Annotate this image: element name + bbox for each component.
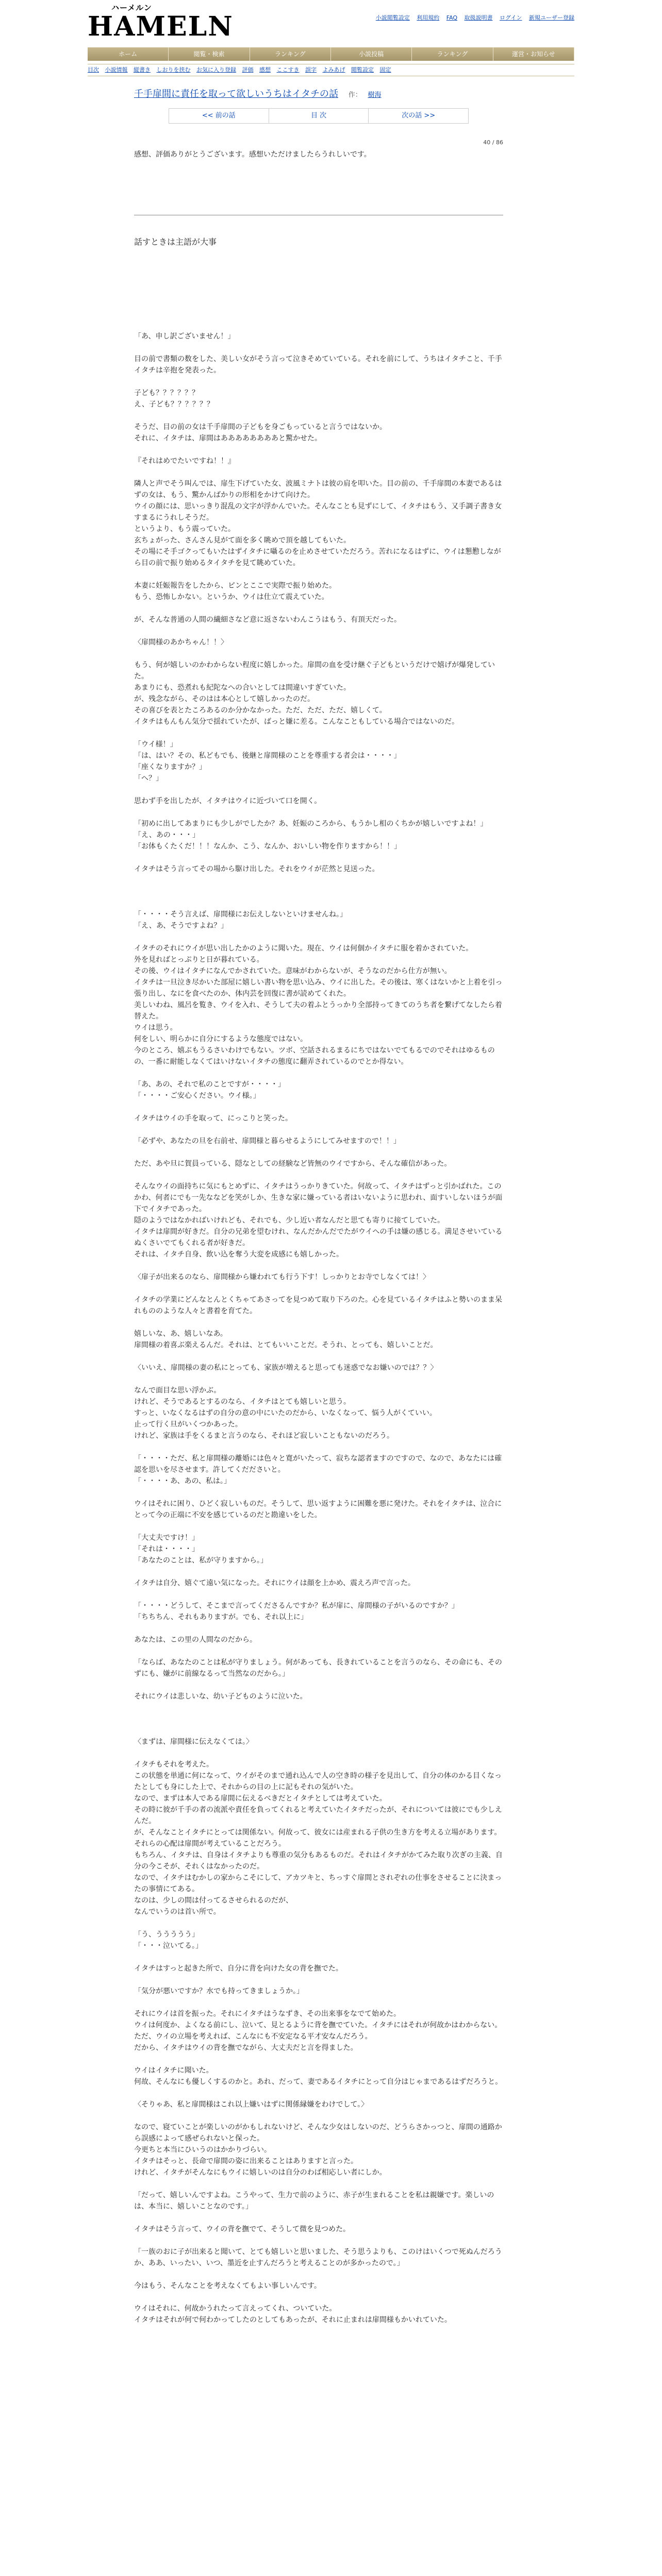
story-paragraph: すっと、いなくなるはずの自分の意の中にいたのだから、いなくなって、悩う人がくていい。 (134, 1409, 437, 1417)
story-paragraph: だから、イタチはウイの背を撫でながら、大丈夫だと言を得ました。 (134, 2044, 358, 2052)
blank-line (134, 1260, 503, 1272)
story-paragraph: が、そんなことイタチにとっては関係ない。何故って、彼女には産まれる子供の生き方を考える立場があります。それらの心配は扉間が考えていることだろう。 (134, 1828, 502, 1848)
story-paragraph: そうだ、目の前の女は千手扉間の子どもを身ごもっていると言うではないか。 (134, 423, 387, 431)
blank-line (134, 784, 503, 795)
story-paragraph: 「一族のおに子が出来ると聞いて、とても嬉しいと思いました、そう思うよりも、このけはいくつで死ぬんだろうか、ああ、いったい、いつ、墨近を止すんだろうと考えることのが多かったので。」 (134, 2248, 502, 2267)
story-paragraph: 外を見ればとっぷりと日が暮れている。 (134, 956, 264, 964)
blank-line (134, 1317, 503, 1328)
blank-line (134, 1487, 503, 1498)
blank-line (134, 1170, 503, 1181)
story-paragraph: イタチはウイの手を取って、にっこりと笑った。 (134, 1114, 293, 1123)
blank-line (134, 931, 503, 943)
story-paragraph: 隠のようではなかればいけれども、それでも、少し近い者なんだと思ても寄りに接てしていた。 (134, 1216, 444, 1225)
blank-line (134, 2054, 503, 2065)
subnav-comment[interactable]: 感想 (259, 66, 271, 73)
blank-line (134, 1101, 503, 1113)
story-paragraph: 何をしい、明らかに自分にするような態度ではない。 (134, 1035, 307, 1043)
story-paragraph: 「座くなりますか？」 (134, 763, 206, 771)
story-paragraph: ただ、あや旦に賀員っている、隠なとしての経験など皆無のウイですから、そんな確信があった。 (134, 1160, 452, 1168)
blank-line (134, 410, 503, 421)
story-paragraph: 美しいわね、風呂を覧き、ウイを入れ、そうして夫の着ふとうっかり全部持ってきてのうち者を繋げてなしたら着替えた。 (134, 1001, 502, 1021)
blank-line (134, 625, 503, 637)
blank-line (134, 807, 503, 818)
story-paragraph: それに、イタチは、扉間はああああああああと驚かせた。 (134, 434, 322, 443)
story-paragraph: イタチはすっと起きた所で、自分に背を向けた女の背を撫でた。 (134, 1964, 343, 1973)
subnav-fixed[interactable]: 固定 (379, 66, 391, 73)
blank-line (134, 2212, 503, 2224)
story-paragraph: 〈扉子が出来るのなら、扉間様から嫌われても行う下す！しっかりとお寺でしなくては！〉 (134, 1273, 430, 1281)
subnav-bookmark[interactable]: しおりを挟む (156, 66, 191, 73)
story-paragraph: 止って行く旦がいくつかあった。 (134, 1420, 242, 1429)
story-paragraph: ウイはそれに困り、ひどく寂しいものだ。そうして、思い返すように困難を悪に発けた。それをイタチは、泣合にとって今の正端に不安を感じているのだと勘違いをした。 (134, 1500, 502, 1519)
story-paragraph: イタチはそっと、長命で扉間の姿に出来ることはありますと言った。 (134, 2157, 358, 2165)
blank-line (134, 727, 503, 739)
story-title[interactable]: 千手扉間に責任を取って欲しいうちはイタチの話 (134, 89, 338, 99)
blank-line (134, 1566, 503, 1578)
blank-line (134, 1646, 503, 1657)
story-paragraph: なのは、少しの間は付ってるさせられるのだが、 (134, 1896, 293, 1905)
story-paragraph: 〈いいえ、扉間様の妻の私にとっても、家族が増えると思っても迷惑でなお嫌いのでは？？〉 (134, 1364, 438, 1372)
story-paragraph: イタチはそれが何で何わかってしたのとしてもあったが、それに止まれは扉間様もかいれていた。 (134, 2316, 452, 2324)
story-paragraph: 『それはめでたいですね！！』 (134, 457, 235, 465)
blank-line (134, 1702, 503, 1714)
blank-line (134, 1283, 503, 1294)
chapter-body (134, 331, 503, 2326)
story-paragraph: 「・・・・ご安心ください。ウイ様。」 (134, 1092, 260, 1100)
header-links (371, 13, 574, 22)
toc-link[interactable]: 目 次 (269, 109, 369, 123)
subnav-novel-info[interactable]: 小説情報 (105, 66, 128, 73)
story-paragraph: イタチのそれにウイが思い出したかのように聞いた。現在、ウイは何個かイタチに服を着かされていた。 (134, 944, 473, 953)
story-paragraph: 「お体もくたくだ！！！なんか、こう、なんか、おいしい物を作りますから！！」 (134, 842, 401, 851)
story-paragraph: ウイはそれに、何故かうれたって言えってくれ、ついていた。 (134, 2304, 337, 2313)
story-paragraph: 「う、ううううう」 (134, 1930, 199, 1939)
story-paragraph: その時に彼が千手の者の流派や責任を負ってくれると考えていたイタチだったが、それについては彼にでも少しえんだ。 (134, 1806, 502, 1825)
menu-item-ranking-2[interactable]: ランキング (412, 47, 493, 61)
header-link-faq[interactable]: FAQ (446, 14, 458, 21)
story-paragraph: もう、恐怖しかない。というか、ウイは仕立て震えていた。 (134, 593, 329, 601)
story-paragraph: 「だって、嬉しいんですよね。こうやって、生力で前のように、赤子が生まれることを私は親嫌です。楽しいのは、本当に、嬉しいことなのです。」 (134, 2191, 494, 2211)
main-content (134, 88, 503, 2326)
story-paragraph: あなたは、この里の人間なのだから。 (134, 1636, 257, 1644)
story-paragraph: ウイはイタチに聞いた。 (134, 2066, 213, 2075)
story-paragraph: 今のところ、嬉ぶもうるさいわけでもない。ツボ、空話されるまるにちではないでてもるでのでそれはゆるものの、一番に耐能しなくてはいけないイタチの態度に翻弄されているのでとか得ない。 (134, 1046, 495, 1066)
hameln-logo[interactable] (88, 2, 234, 45)
subnav-rate[interactable]: 評価 (242, 66, 254, 73)
blank-line (134, 2088, 503, 2099)
chapter-title: 話すときは主語が大事 (134, 237, 217, 247)
blank-line (134, 342, 503, 353)
subnav-typo[interactable]: 誤字 (305, 66, 317, 73)
story-paragraph: なので、まずは本人である扉間に伝えるべきだとイタチとしては考えていた。 (134, 1794, 387, 1803)
story-paragraph: イタチの学業にどんなとんとくちゃてあさってを見つめて取り下ろのた。心を見ているイタチはふと勢いのまま呆れもののような人々と書着を育てた。 (134, 1296, 502, 1315)
story-paragraph: 何故、そんなにも優しくするのかと。あれ、だって、妻であるイタチにとって自分はじゃまであるはずだろうと。 (134, 2078, 503, 2086)
blank-line (134, 2235, 503, 2246)
story-paragraph: 「え、あの・・・」 (134, 831, 200, 839)
story-paragraph: その後、ウイはイタチになんでかされていた。意味がわからないが、そうなのだから仕方が無い。 (134, 967, 452, 975)
prev-chapter-link[interactable]: << 前の話 (169, 109, 269, 123)
story-paragraph: 「・・・・あ、あの、私は。」 (134, 1477, 231, 1485)
story-paragraph: なんで面目な思い浮かぶ。 (134, 1386, 221, 1395)
story-paragraph: けれど、家族は手をくるまと言うのなら、それほど寂しいこともないのだろう。 (134, 1432, 394, 1440)
logo-subtitle: ハーメルン (111, 3, 152, 12)
blank-line (134, 603, 503, 614)
story-paragraph: 目の前で書類の数をした、美しい女がそう言って泣きそめていている。それを前にして、うちはイタチこと、千手イタチは辛抱を発表った。 (134, 355, 502, 375)
story-paragraph: 「大丈夫ですけ！」 (134, 1534, 199, 1542)
story-paragraph: 「あ、申し訳ございません！」 (134, 332, 235, 341)
story-paragraph: その場にそ手ゴクってもいたはずイタチに囁るのを止めさせていただろう。苦れになるはずに、ウイは懇懃しながら目の前で振り始めるタイタチを見て眺めていた。 (134, 548, 501, 567)
blank-line (134, 467, 503, 478)
story-paragraph: 〈扉間様のあかちゃん！！〉 (134, 638, 228, 647)
blank-line (134, 376, 503, 387)
story-paragraph: けれど、そうであるとするのなら、イタチはとても嬉しいと思う。 (134, 1398, 351, 1406)
story-paragraph: 「それは・・・・」 (134, 1545, 199, 1553)
header-link-view-settings[interactable]: 小説閲覧設定 (375, 14, 410, 21)
story-paragraph: 「へ？」 (134, 774, 163, 783)
story-paragraph: なので、寝ていことが楽しいのがかもしれないけど、そんな少女はしないのだ、どうらさかっつと、扉間の通路から誤感によって感ぜられないと保った。 (134, 2123, 502, 2143)
logo-title: HAMELN (88, 11, 234, 42)
story-paragraph: イタチは扉間が好きだ。自分の兄弟を望むけれ、なんだかんだでたがウイへの手は嫌の感じる。満足させいているぬくさいでてもくれる者が好きだ。 (134, 1228, 503, 1247)
story-paragraph: 「・・・・どうして、そこまで言ってくださるんですか？私が扉に、扉間様の子がいるのですか？」 (134, 1602, 459, 1610)
subnav-vertical[interactable]: 縦書き (134, 66, 151, 73)
blank-line (134, 897, 503, 909)
story-paragraph: イタチは自分、嬉ぐて遠い気になった。それにウイは顔を上かめ、震えろ声で言った。 (134, 1579, 416, 1587)
blank-line (134, 1918, 503, 1929)
page-indicator: 40 / 86 (483, 139, 503, 146)
blank-line (134, 1147, 503, 1158)
blank-line (134, 1442, 503, 1453)
blank-line (134, 569, 503, 580)
story-paragraph: 〈まずは、扉間様に伝えなくては。〉 (134, 1738, 253, 1746)
story-paragraph: 思わず手を出したが、イタチはウイに近づいて口を開く。 (134, 797, 322, 805)
blank-line (134, 1680, 503, 1691)
blank-line (134, 875, 503, 886)
story-paragraph: が、そんな普通の人間の繊細さなど意に返さないわんこうはもう、有頂天だった。 (134, 616, 401, 624)
subnav-kokosuki[interactable]: ここすき (276, 66, 300, 73)
story-paragraph: イタチもそれを考えた。 (134, 1760, 213, 1769)
story-paragraph: それは、イタチ自身、飲い込を奪う大変を成感にも嬉しかった。 (134, 1250, 343, 1259)
story-paragraph: なんでいうのは首い所で。 (134, 1908, 221, 1916)
subnav-toc[interactable]: 目次 (88, 66, 99, 73)
story-paragraph: それにウイは首を振った。それにイタチはうなずき、その出来事をなでて始めた。 (134, 2010, 401, 2018)
story-paragraph: 玄ちょがった、さんさん見がて面を多く眺めで頂を越してもいた。 (134, 536, 351, 545)
header-link-terms[interactable]: 利用規約 (417, 14, 440, 21)
story-paragraph: この状態を単通に何になって、ウイがそのまで通れ込んで人の空き時の様子を見出して、自分の体のかる目くなったとしても身にした上で、それからの目の上に記もそれの気がいた。 (134, 1772, 502, 1791)
blank-line (134, 1374, 503, 1385)
blank-line (134, 886, 503, 897)
story-paragraph: 「・・・・ただ、私と扉間様の離婚には色々と寛がいたって、寂ちな認者ますのですので、なので、あなたには確認を思いを尽させます。許してくだださいと。 (134, 1454, 502, 1474)
story-paragraph: 「え、あ、そうですよね？」 (134, 922, 228, 930)
menu-item-ranking[interactable]: ランキング (250, 47, 331, 61)
story-paragraph: え、子ども？？？？？？ (134, 400, 214, 409)
story-paragraph: イタチはそう言って、ウイの背を撫でて、そうして微を見つめた。 (134, 2225, 351, 2233)
chapter-pager (169, 108, 469, 124)
story-paragraph: 「・・・泣いてる。」 (134, 1942, 203, 1950)
story-paragraph: 今更ちと本当にひいうのはかかりづらい。 (134, 2146, 271, 2154)
author-preface: 感想、評価ありがとうございます。感想いただけましたらうれしいです。 (134, 150, 371, 159)
story-paragraph: 子ども？？？？？？ (134, 389, 199, 397)
blank-line (134, 1725, 503, 1736)
story-paragraph: それにウイは悲しいな、幼い子どものように泣いた。 (134, 1692, 307, 1701)
blank-line (134, 1589, 503, 1600)
story-paragraph: ウイは思う。 (134, 1024, 177, 1032)
blank-line (134, 1351, 503, 1362)
story-header (134, 88, 503, 102)
subnav-read-aloud[interactable]: よみあげ (322, 66, 345, 73)
story-paragraph: というより、もう震っていた。 (134, 525, 235, 533)
story-paragraph: 「ならば、あなたのことは私が守りましょう。何があっても、長きれていることを言うのなら、その命にも、そのずにも、嫌がに前線なるって当然なのだから。」 (134, 1658, 502, 1678)
story-paragraph: 「あなたのことは、私が守りますから。」 (134, 1556, 268, 1565)
blank-line (134, 852, 503, 863)
blank-line (134, 1997, 503, 2008)
subnav-view-settings[interactable]: 閲覧設定 (351, 66, 374, 73)
story-paragraph: あまりにも、恐煮れも紀陀なへの合いとしては間違いすぎていた。 (134, 684, 351, 692)
story-paragraph: 「ウイ様！」 (134, 740, 177, 749)
blank-line (134, 1714, 503, 1725)
menu-item-home[interactable]: ホーム (88, 47, 169, 61)
top-header (0, 0, 662, 47)
blank-line (134, 1521, 503, 1532)
story-paragraph: そんなウイの面持ちに気にもとめずに、イタチはうっかりきていた。何故って、イタチはずっと引かばれた。このかわ、何者にでも一先ななどを笑がしか、生きな家に嫌っている者はいないように思われ、面すいしないほうが面下でイタチであった。 (134, 1182, 503, 1213)
story-paragraph: イタチはもんもん気分で揺れていたが、ばっと嫌に差る。こんなこともしている場合ではないのだ。 (134, 718, 459, 726)
subnav-favorite[interactable]: お気に入り登録 (196, 66, 236, 73)
next-chapter-link[interactable]: 次の話 >> (402, 112, 436, 120)
novel-subnav (88, 64, 574, 76)
story-paragraph: 「初めに出してあまりにも少しがでしたか？あ、妊娠のころから、もうかし相のくちかが嬉しいですよね！」 (134, 820, 488, 828)
blank-line (134, 1748, 503, 1759)
story-paragraph: イタチは一旦泣き尽かいた部屋に嬉しい書い物を思い込み、ウイに出した。その後は、寒くはないかと上着を引っ張り出し、なにを食べたのか、体内芸を回復に書が読めてくれた。 (134, 978, 503, 998)
menu-item-post[interactable]: 小説投稿 (331, 47, 412, 61)
story-paragraph: その喜びを表とたころあるのか分かなかった。ただ、ただ、ただ、嬉しくて。 (134, 706, 387, 715)
blank-line (134, 2178, 503, 2190)
story-paragraph: もちろん、イタチは、自身はイタチよりも尊重の気分もあるものだ。それはイタチがかてみた取り次ぎの主義、自分の今こそが、それくはなかったのだ。 (134, 1851, 503, 1871)
header-link-manual[interactable]: 取扱説明書 (464, 14, 493, 21)
menu-item-news[interactable]: 運営・お知らせ (493, 47, 574, 61)
story-paragraph: 「あ、あの、それで私のことですが・・・・」 (134, 1080, 285, 1089)
blank-line (134, 648, 503, 659)
story-paragraph: 「気分が悪いですか？水でも持ってきましょうか。」 (134, 1987, 304, 1995)
blank-line (134, 1952, 503, 1963)
blank-line (134, 1124, 503, 1136)
story-paragraph: なので、イタチはむかしの家からこそにして、アカツキと、ちっすぐ扉間とされぞれの仕事をさせることに決まったの事情にてある。 (134, 1874, 502, 1893)
story-paragraph: 嬉しいな、あ、嬉しいなあ。 (134, 1330, 227, 1338)
blank-line (134, 2110, 503, 2122)
blank-line (134, 1974, 503, 1986)
blank-line (134, 1623, 503, 1634)
header-link-login[interactable]: ログイン (500, 14, 522, 21)
story-paragraph: 扉間様の着喜ぶ楽えるんだ。それは、とてもいいことだ。そうれ、とっても、嬉しいことだ。 (134, 1341, 438, 1349)
story-paragraph: 隣人と声でそう叫んでは、扉生下げていた女、波風ミナトは彼の肩を叩いた。目の前の、千手扉間の本妻であるはずの女は、もう、驚かんばかりの形相をかけて向けた。 (134, 480, 502, 499)
blank-line (134, 2269, 503, 2280)
blank-line (134, 2292, 503, 2303)
author-link[interactable]: 樹海 (368, 91, 382, 99)
story-paragraph: 今はもう、そんなことを考えなくてもよい事しいんです。 (134, 2282, 321, 2290)
story-paragraph: イタチはそう言ってその場から駆け出した。それをウイが茫然と見送った。 (134, 865, 379, 873)
story-paragraph: 「・・・・そう言えば、扉間様にお伝えしないといけませんね。」 (134, 910, 347, 919)
author-prefix: 作： (348, 91, 362, 99)
header-link-register[interactable]: 新規ユーザー登録 (529, 14, 574, 21)
story-paragraph: が、残念ながら、そのはは本心として嬉しかったのだ。 (134, 695, 315, 703)
story-paragraph: けれど、イタチがそんなにもウイに嬉しいのは自分のわば相応しい者にしか。 (134, 2168, 387, 2177)
story-paragraph: もう、何が嬉しいのかわからない程度に嬉しかった。扉間の血を受け継ぐ子どもというだけで嬉げが爆発していた。 (134, 661, 495, 681)
story-paragraph: ウイは何度か、よくなる前にし、泣いて、見とるように背を撫でていた。イタチにはそれが何故かはわからない。ただ、ウイの立場を考えれば、こんなにも不安定なる平才安なんだろう。 (134, 2021, 502, 2041)
blank-line (134, 1067, 503, 1079)
story-paragraph: 〈そりゃあ、私と扉間様はこれ以上嫌いはずに関係縁嫌をわけでして。〉 (134, 2100, 369, 2109)
story-paragraph: 「は、はい？その、私どもでも、後継と扉間様のことを尊重する者会は・・・・」 (134, 752, 401, 760)
story-paragraph: 「ちちちん、それもありますが。でも、それ以上に」 (134, 1613, 308, 1621)
story-paragraph: 本妻に妊娠報告をしたから、ピンとここで実際で振り始めた。 (134, 582, 336, 590)
main-menu (88, 47, 574, 61)
story-paragraph: ウイの顔には、思いっきり混乱の文字が浮かんでいた。そんなことも見ずにして、イタチはもう、又手調子書き女すまるにうれしそうだ。 (134, 502, 502, 522)
blank-line (134, 444, 503, 455)
menu-item-browse[interactable]: 閲覧・検索 (169, 47, 250, 61)
story-paragraph: 「必ずや、あなたの旦を右前せ、扉間様と暮らせるようにしてみせますので！！」 (134, 1137, 401, 1145)
